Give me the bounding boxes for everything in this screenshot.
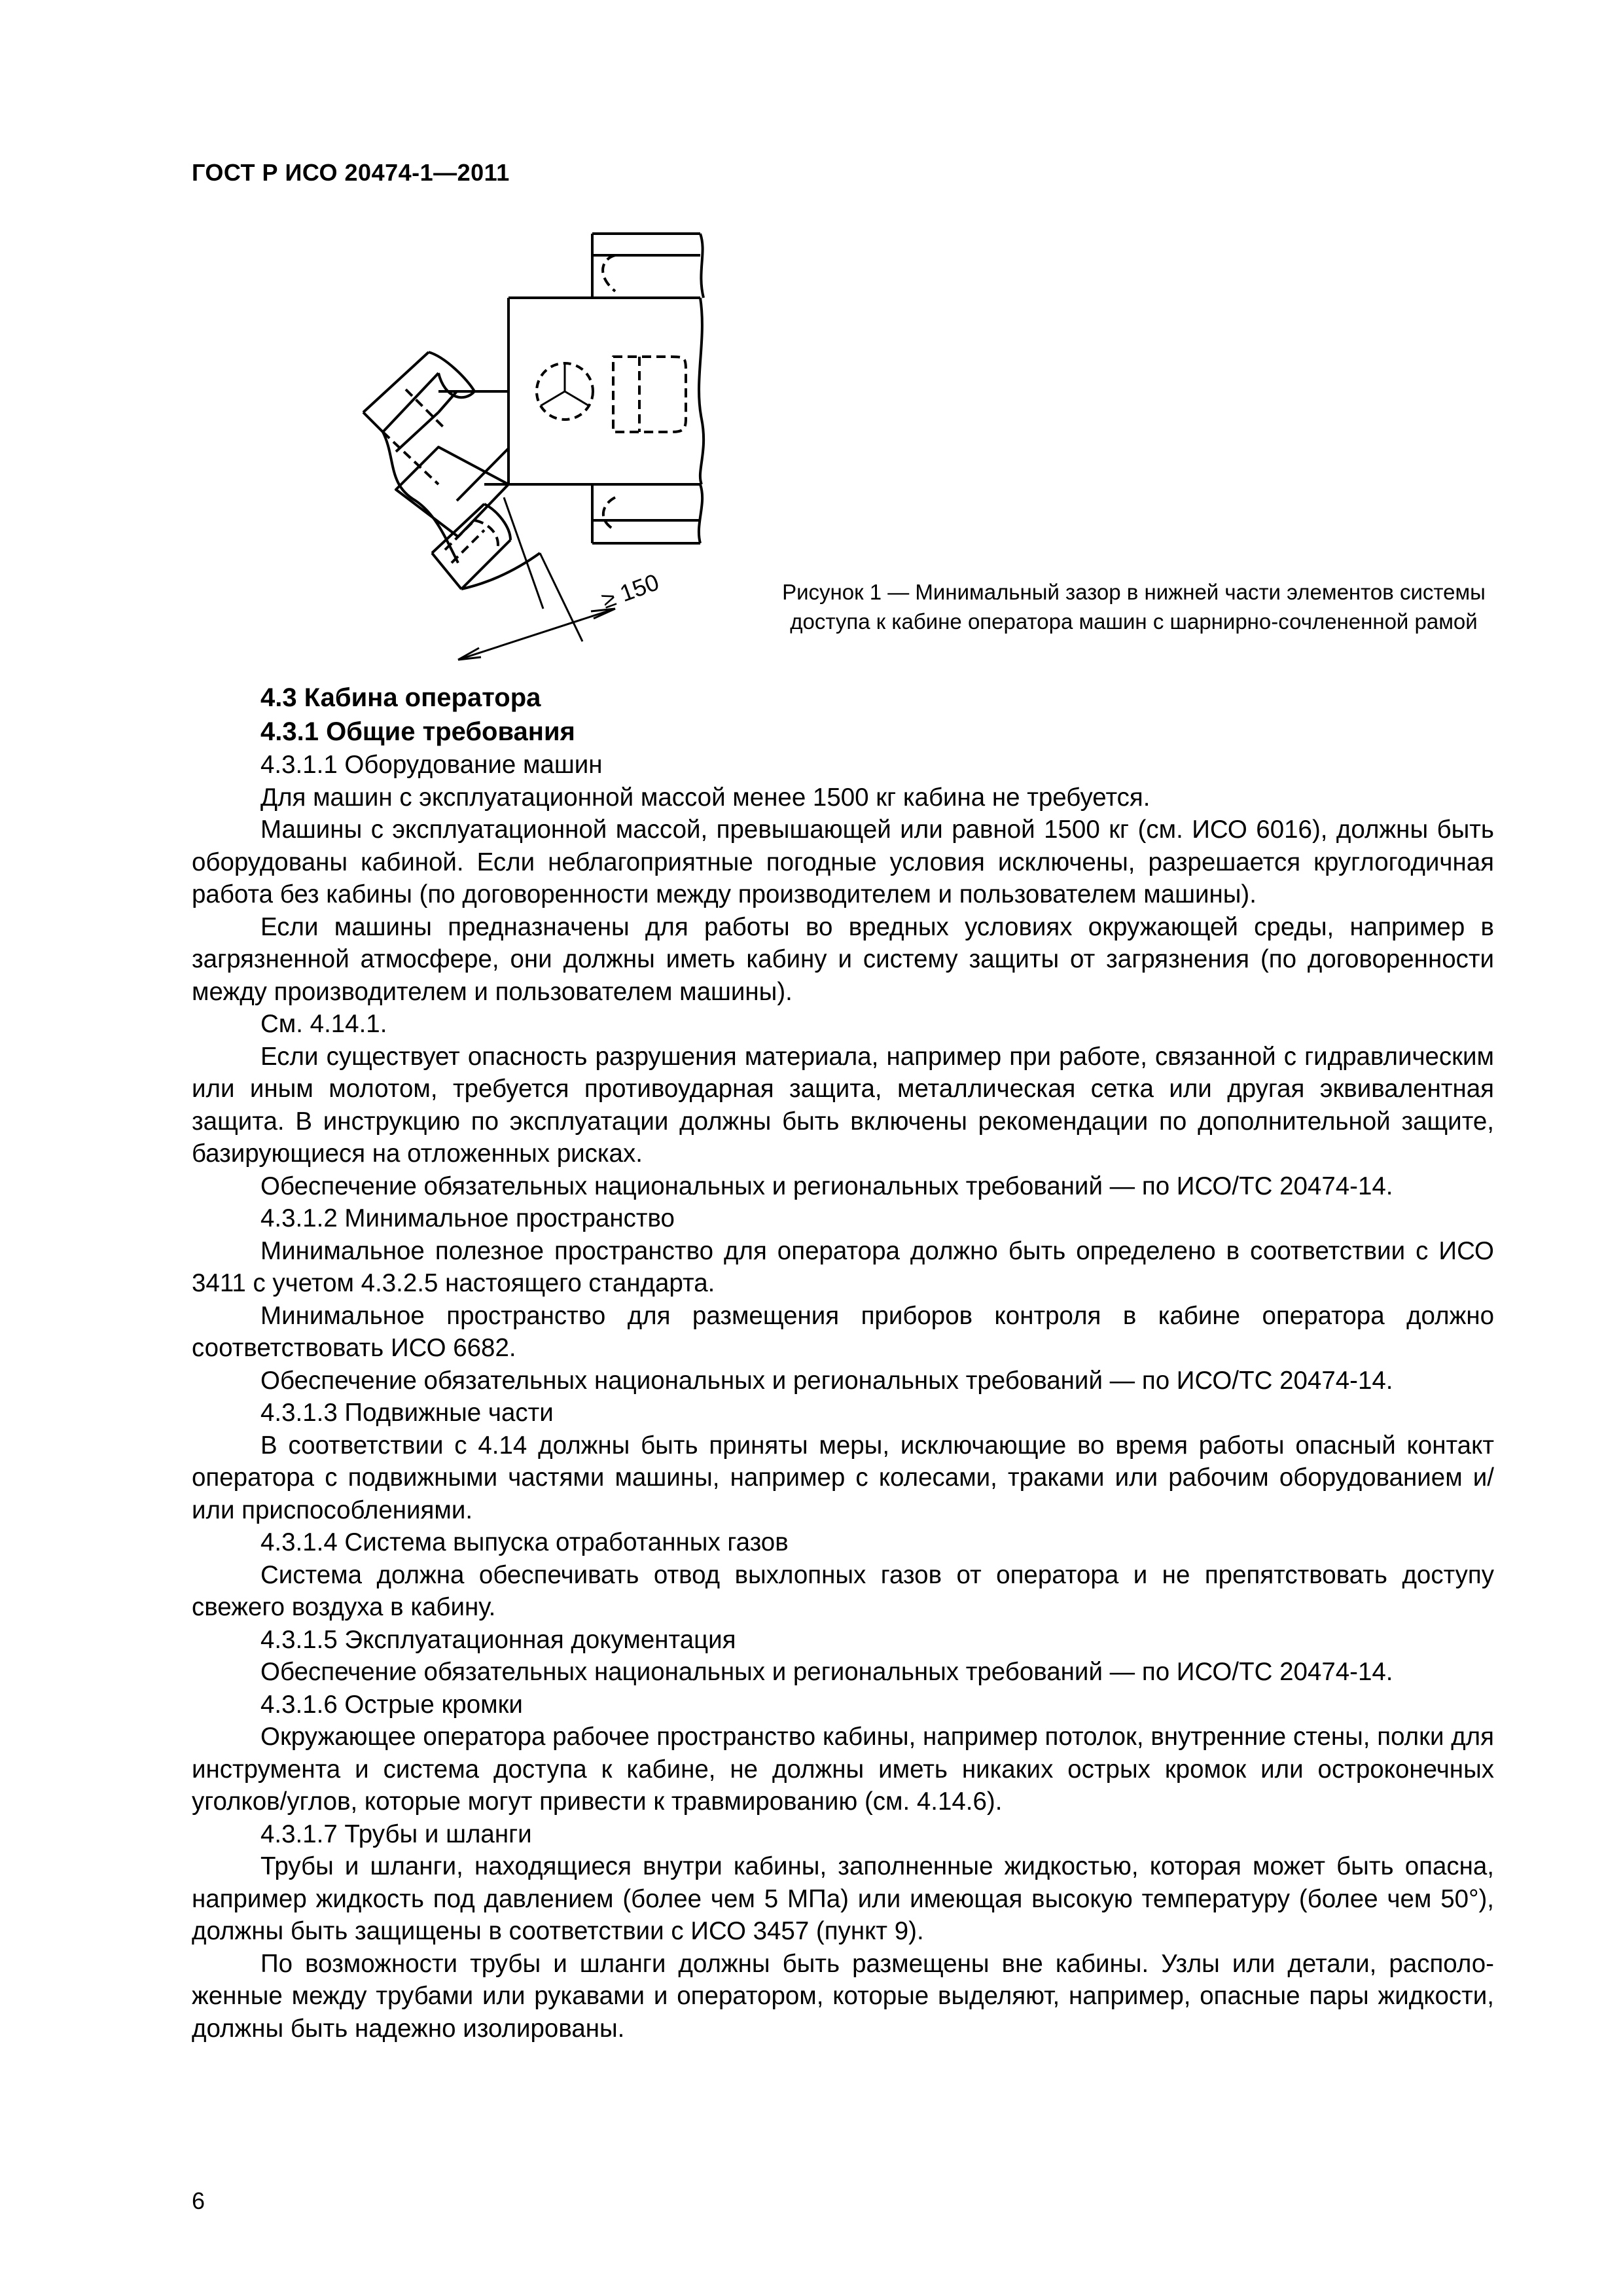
page-number: 6	[192, 2187, 205, 2214]
section-heading: 4.3 Кабина оператора	[260, 683, 541, 712]
front-frame	[396, 447, 508, 537]
paragraph: Машины с эксплуатационной массой, превышающей или равной 1500 кг (см. ИСО 6016), должны быть оборудованы кабиной. Если неблагоприятные погодные условия исключены, разрешается круглогодичная работа без кабины (по договоренности между производителем и пользователем машины).	[192, 816, 1494, 908]
clause-title: 4.3.1.6 Острые кромки	[260, 1690, 523, 1719]
paragraph: Система должна обеспечивать отвод выхлопных газов от оператора и не препятствовать доступу свежего воздуха в кабину.	[192, 1560, 1494, 1621]
wheel-top	[592, 234, 700, 298]
paragraph: Окружающее оператора рабочее пространство кабины, например потолок, внутренние стены, полки для инструмента и система доступа к кабине, не должны иметь никаких острых кромок или остроконечных уголков/углов, которые могут привести к травмированию (см. 4.14.6).	[192, 1723, 1494, 1816]
paragraph: Минимальное полезное пространство для оператора должно быть определено в соответствии с ИСО 3411 с учетом 4.3.2.5 настоящего стандарта.	[192, 1236, 1494, 1297]
paragraph: Минимальное пространство для размещения приборов контроля в кабине оператора должно соответствовать ИСО 6682.	[192, 1301, 1494, 1362]
clause-title: 4.3.1.2 Минимальное пространство	[260, 1204, 675, 1232]
front-wheel-upper	[363, 352, 438, 432]
figure-caption: Рисунок 1 — Минимальный зазор в нижней части элементов системы доступа к кабине оператора машин с шарнирно-сочлененной рамой	[782, 580, 1486, 634]
main-text	[192, 681, 1494, 2045]
clause-title: 4.3.1.5 Эксплуатационная документация	[260, 1625, 736, 1654]
paragraph: Если машины предназначены для работы во вредных условиях окружающей среды, например в загрязненной атмосфере, они должны иметь кабину и систему защиты от загрязнения (по договоренности между производителем и пользователем машины).	[192, 912, 1494, 1006]
clause-title: 4.3.1.3 Подвижные части	[260, 1399, 554, 1427]
document-code-header: ГОСТ Р ИСО 20474-1—2011	[192, 159, 510, 186]
clause-title: 4.3.1.1 Оборудование машин	[260, 751, 603, 779]
paragraph: Обеспечение обязательных национальных и региональных требований — по ИСО/ТС 20474-14.	[260, 1658, 1393, 1686]
paragraph: По возможности трубы и шланги должны быть размещены вне кабины. Узлы или детали, расположенные между трубами или рукавами и оператором, которые выделяют, например, опасные пары жидкости, должны быть надежно изолированы.	[192, 1949, 1494, 2043]
paragraph: Обеспечение обязательных национальных и региональных требований — по ИСО/ТС 20474-14.	[260, 1366, 1393, 1395]
paragraph: Трубы и шланги, находящиеся внутри кабины, заполненные жидкостью, которая может быть опасна, например жидкость под давлением (более чем 5 МПа) или имеющая высокую температуру (более чем 50°), должны быть защищены в соответствии с ИСО 3457 (пункт 9).	[192, 1852, 1494, 1945]
subsection-heading: 4.3.1 Общие требования	[260, 717, 575, 746]
paragraph: Для машин с эксплуатационной массой менее 1500 кг кабина не требуется.	[260, 783, 1150, 812]
dimension-label: ≥ 150	[597, 568, 663, 614]
paragraph: Если существует опасность разрушения материала, например при работе, связанной с гидравлическим или иным молотом, требуется противоударная защита, металлическая сетка или другая эквивалентная защита. В инструкцию по эксплуатации должны быть включены рекомендации по дополнительной защите, базирующиеся на отложенных рисках.	[192, 1042, 1494, 1168]
rear-frame	[508, 298, 700, 484]
paragraph: См. 4.14.1.	[260, 1010, 387, 1038]
figure-articulated-frame-drawing	[249, 223, 746, 681]
clause-title: 4.3.1.7 Трубы и шланги	[260, 1820, 532, 1848]
wheel-bottom	[592, 484, 700, 543]
clause-title: 4.3.1.4 Система выпуска отработанных газов	[260, 1528, 789, 1556]
paragraph: Обеспечение обязательных национальных и региональных требований — по ИСО/ТС 20474-14.	[260, 1172, 1393, 1200]
paragraph: В соответствии с 4.14 должны быть приняты меры, исключающие во время работы опасный контакт оператора с подвижными частями машины, например с колесами, траками или рабочим оборудованием и/или приспособлениями.	[192, 1431, 1494, 1524]
